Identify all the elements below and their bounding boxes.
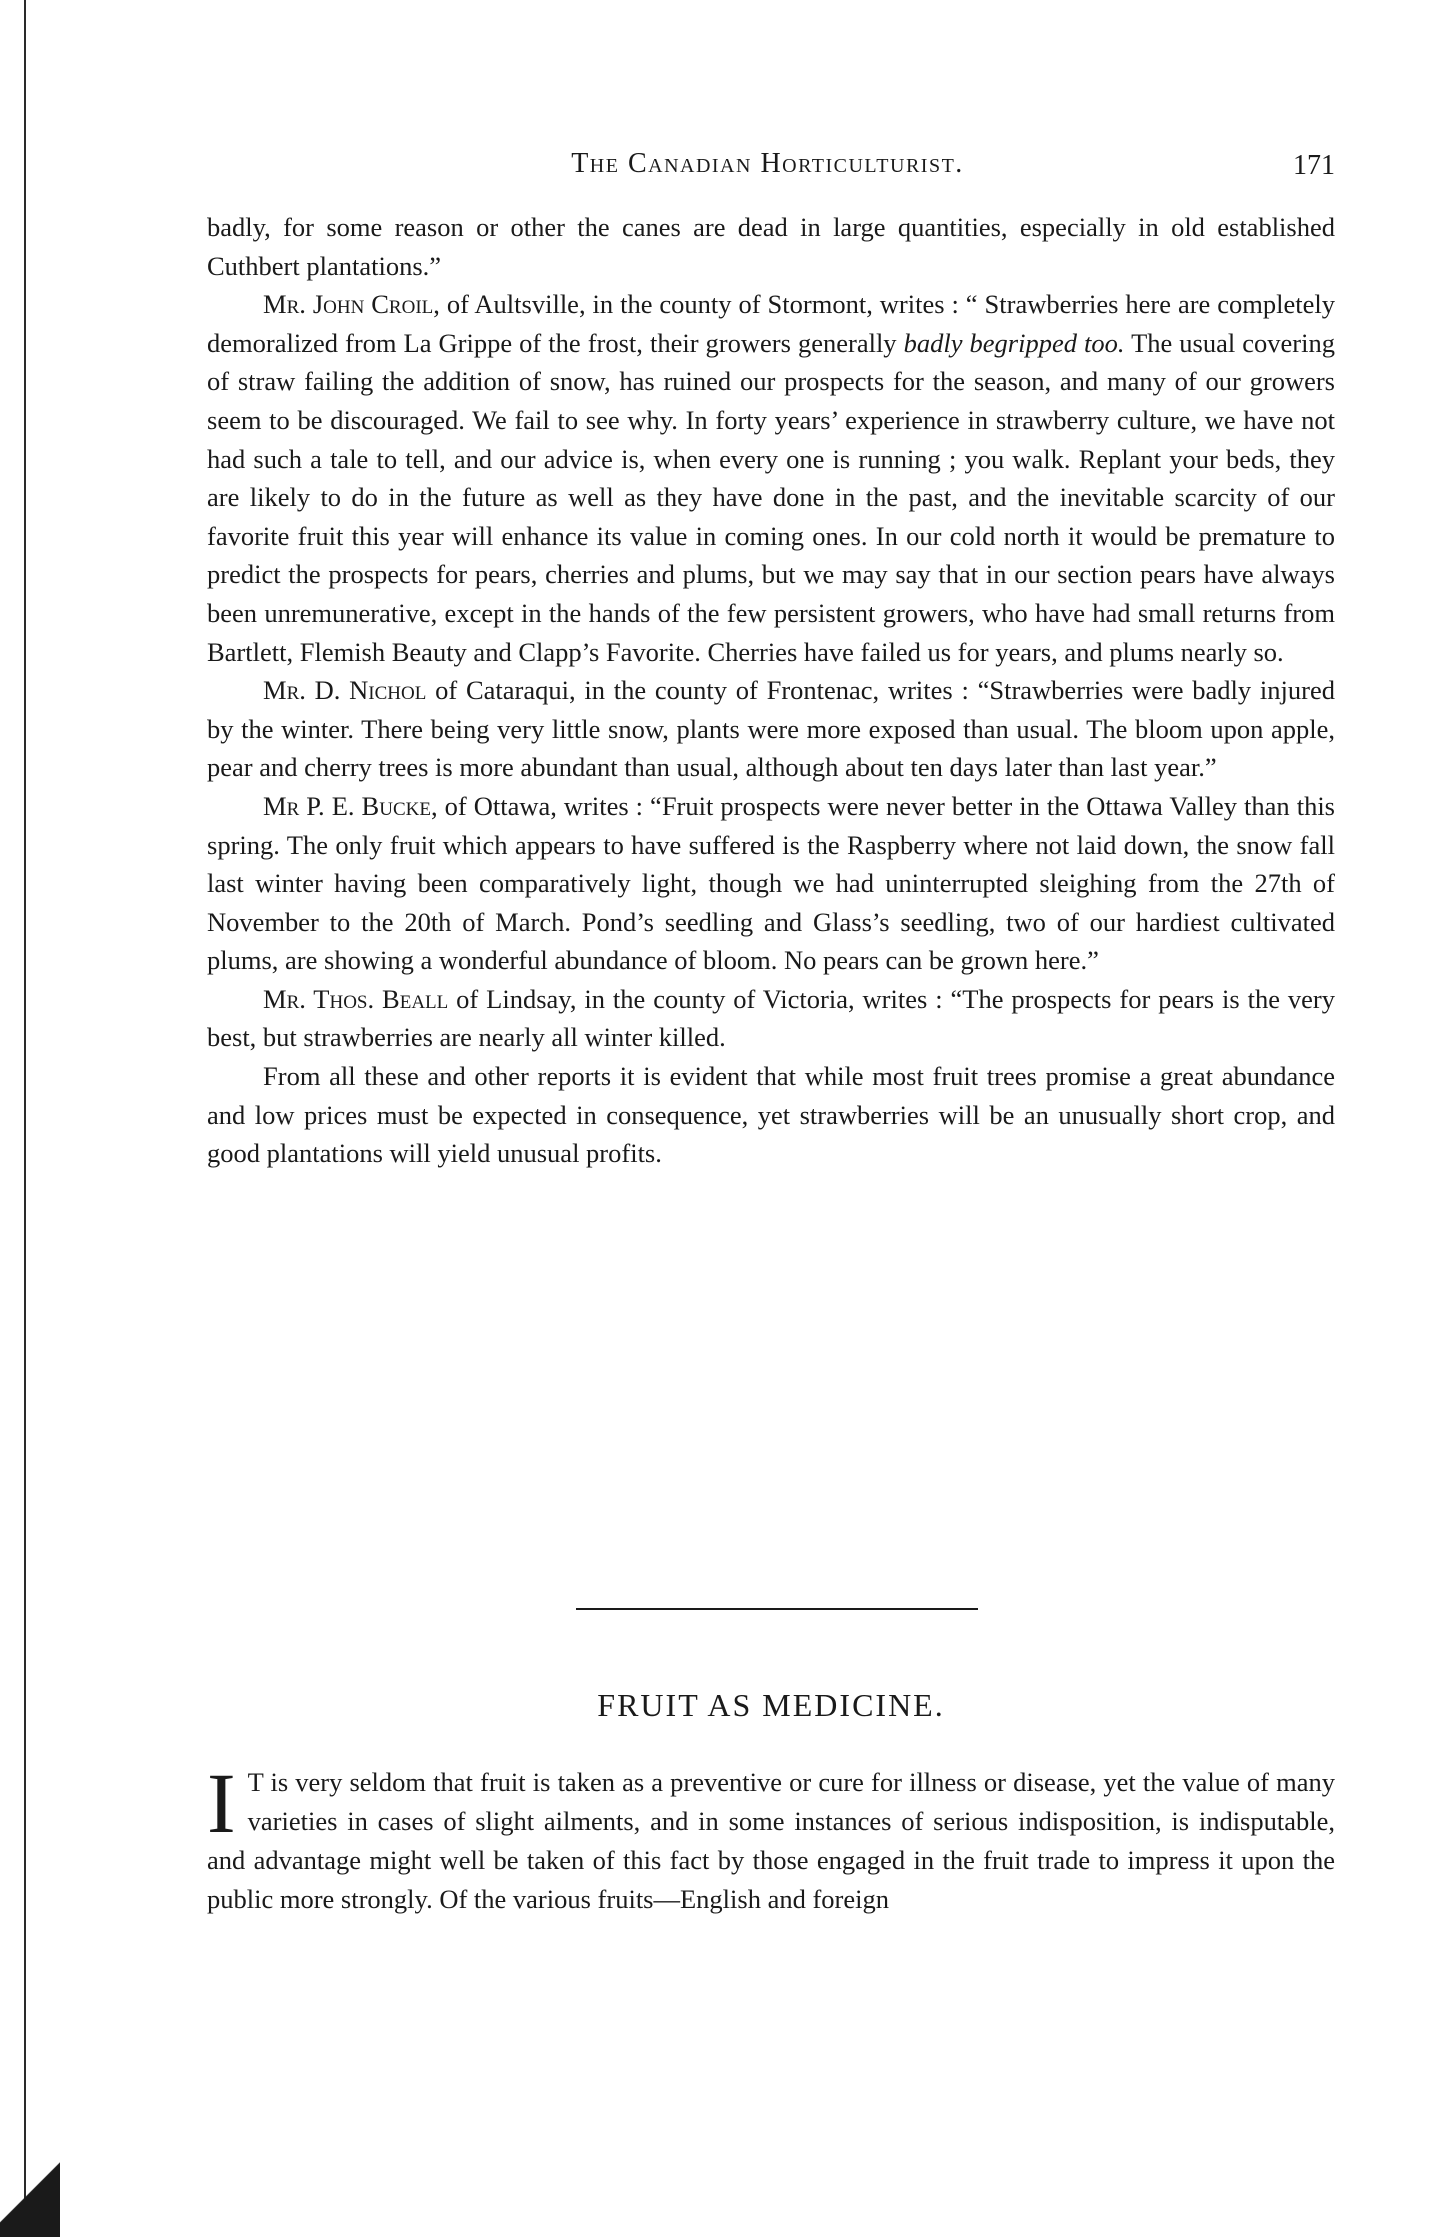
italic-phrase: badly begripped too.	[903, 327, 1125, 358]
paragraph-text: of Lindsay, in the county of Victoria, writes : “The prospects for pears is the very best, but strawberries are nearly all winter killed.	[207, 983, 1335, 1053]
paragraph-text: T is very seldom that fruit is taken as a preventive or cure for illness or disease, yet the value of many varieties in cases of slight ailments, and in some instances of serious indisposition, is indisputable, and advantage might well be taken of this fact by those engaged in the fruit trade to impress it upon the public more strongly. Of the various fruits—English and foreign	[207, 1767, 1335, 1914]
correspondent-name: Mr. D. Nichol	[263, 675, 427, 706]
paragraph	[207, 208, 1335, 285]
correspondent-name: Mr. John Croil	[263, 289, 434, 320]
paragraph-text: badly, for some reason or other the canes are dead in large quantities, especially in old established Cuthbert plantations.”	[207, 212, 1335, 281]
paragraph	[207, 980, 1335, 1057]
page-corner-shadow	[0, 2160, 60, 2237]
page-edge-rule	[24, 0, 26, 2237]
paragraph	[207, 787, 1335, 980]
paragraph	[207, 285, 1335, 671]
page-number: 171	[1293, 150, 1335, 181]
correspondent-name: Mr P. E. Bucke	[263, 790, 431, 821]
section-title: FRUIT AS MEDICINE.	[597, 1687, 945, 1723]
article-body	[207, 208, 1335, 1173]
paragraph-text: , of Ottawa, writes : “Fruit prospects were never better in the Ottawa Valley than this spring. The only fruit which appears to have suffered is the Raspberry where not laid down, the snow fall last winter having been comparatively light, though we had uninterrupted sleighing from the 27th of November to the 20th of March. Pond’s seedling and Glass’s seedling, two of our hardiest cultivated plums, are showing a wonderful abundance of bloom. No pears can be grown here.”	[207, 790, 1335, 976]
drop-cap: I	[207, 1755, 236, 1851]
paragraph-text: , of Aultsville, in the county of Stormont, writes : “ Strawberries here are completely demoralized from La Grippe of the frost, their growers generally	[207, 289, 1336, 358]
running-header	[200, 148, 1335, 188]
paragraph-text: of Cataraqui, in the county of Frontenac, writes : “Strawberries were badly injured by the winter. There being very little snow, plants were more exposed than usual. The bloom upon apple, pear and cherry trees is more abundant than usual, although about ten days later than last year.”	[207, 675, 1335, 783]
correspondent-name: Mr. Thos. Beall	[263, 983, 449, 1014]
paragraph	[207, 1755, 1335, 1919]
section-body	[207, 1755, 1335, 1919]
paragraph	[207, 671, 1335, 787]
paragraph	[207, 1057, 1335, 1173]
paragraph-text: The usual covering of straw failing the addition of snow, has ruined our prospects for the season, and many of our growers seem to be discouraged. We fail to see why. In forty years’ experience in strawberry culture, we have not had such a tale to tell, and our advice is, when every one is running ; you walk. Replant your beds, they are likely to do in the future as well as they have done in the past, and the inevitable scarcity of our favorite fruit this year will enhance its value in coming ones. In our cold north it would be premature to predict the prospects for pears, cherries and plums, but we may say that in our section pears have always been unremunerative, except in the hands of the few persistent growers, who have had small returns from Bartlett, Flemish Beauty and Clapp’s Favorite. Cherries have failed us for years, and plums nearly so.	[207, 327, 1335, 667]
paragraph-text: From all these and other reports it is evident that while most fruit trees promise a great abundance and low prices must be expected in consequence, yet strawberries will be an unusually short crop, and good plantations will yield unusual profits.	[207, 1061, 1335, 1169]
running-title: The Canadian Horticulturist.	[571, 148, 964, 179]
section-divider	[576, 1608, 978, 1610]
